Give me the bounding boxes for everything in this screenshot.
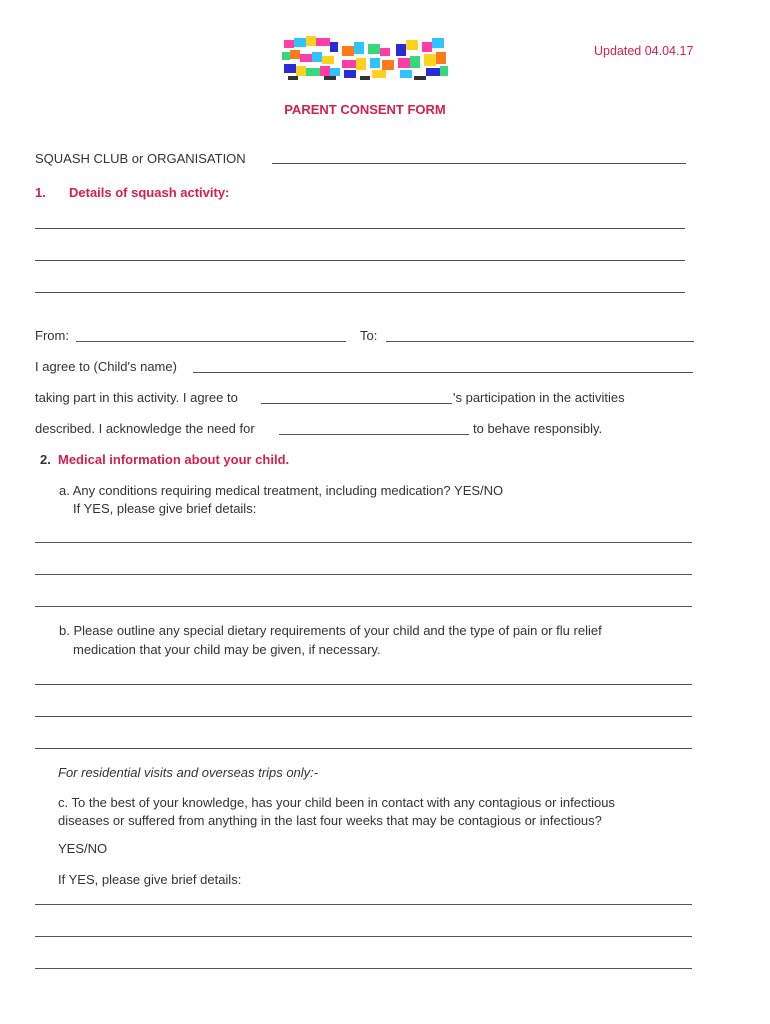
yes-no-label: YES/NO <box>58 841 108 856</box>
agreement-text-b: 's participation in the activities <box>453 390 625 405</box>
section1-title: Details of squash activity: <box>69 185 230 200</box>
section1-number: 1. <box>35 185 46 200</box>
activity-details-line-1[interactable] <box>35 228 685 229</box>
to-date-field[interactable] <box>386 341 694 342</box>
details-a-line-1[interactable] <box>35 542 692 543</box>
activity-details-line-3[interactable] <box>35 292 685 293</box>
residential-note: For residential visits and overseas trips only:- <box>58 765 319 780</box>
updated-date: Updated 04.04.17 <box>594 44 694 58</box>
agreement-text-a: taking part in this activity. I agree to <box>35 390 238 405</box>
details-a-line-3[interactable] <box>35 606 692 607</box>
acknowledge-text-a: described. I acknowledge the need for <box>35 421 255 436</box>
child-name-label: I agree to (Child's name) <box>35 359 177 374</box>
details-b-line-1[interactable] <box>35 684 692 685</box>
to-label: To: <box>360 328 378 343</box>
section2-number: 2. <box>40 452 51 467</box>
question-c-details: If YES, please give brief details: <box>58 872 242 887</box>
club-field[interactable] <box>272 163 686 164</box>
club-label: SQUASH CLUB or ORGANISATION <box>35 151 246 166</box>
from-date-field[interactable] <box>76 341 346 342</box>
details-b-line-2[interactable] <box>35 716 692 717</box>
question-b: b. Please outline any special dietary requirements of your child and the type of pain or flu relief <box>59 623 602 638</box>
from-label: From: <box>35 328 69 343</box>
question-a-details: If YES, please give brief details: <box>73 501 257 516</box>
behave-name-field[interactable] <box>279 434 469 435</box>
acknowledge-text-b: to behave responsibly. <box>473 421 603 436</box>
question-a: a. Any conditions requiring medical treatment, including medication? YES/NO <box>59 483 504 498</box>
details-c-line-3[interactable] <box>35 968 692 969</box>
activity-details-line-2[interactable] <box>35 260 685 261</box>
details-b-line-3[interactable] <box>35 748 692 749</box>
form-title: PARENT CONSENT FORM <box>284 102 446 117</box>
question-c-cont: diseases or suffered from anything in the last four weeks that may be contagious or infectious? <box>58 813 602 828</box>
child-name-field[interactable] <box>193 372 693 373</box>
details-c-line-2[interactable] <box>35 936 692 937</box>
participant-name-field[interactable] <box>261 403 452 404</box>
question-b-cont: medication that your child may be given, if necessary. <box>73 642 381 657</box>
section2-title: Medical information about your child. <box>58 452 290 467</box>
squash-logo <box>280 32 452 84</box>
question-c: c. To the best of your knowledge, has your child been in contact with any contagious or infectious <box>58 795 615 810</box>
details-a-line-2[interactable] <box>35 574 692 575</box>
details-c-line-1[interactable] <box>35 904 692 905</box>
